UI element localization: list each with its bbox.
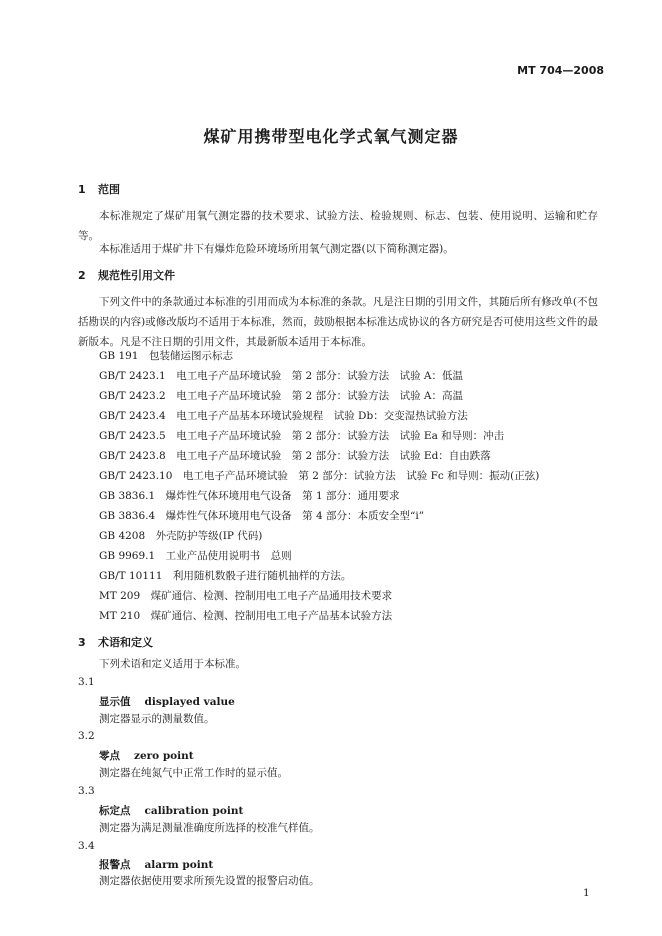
reference-item: GB 9969.1 工业产品使用说明书 总则 bbox=[99, 550, 292, 562]
reference-item: GB/T 2423.8 电工电子产品环境试验 第 2 部分：试验方法 试验 Ed：自由跌落 bbox=[99, 450, 491, 462]
section-title: 规范性引用文件 bbox=[98, 269, 175, 282]
term-en: calibration point bbox=[144, 805, 244, 817]
reference-item: GB/T 2423.4 电工电子产品基本环境试验规程 试验 Db：交变湿热试验方法 bbox=[99, 410, 468, 422]
paragraph: 本标准规定了煤矿用氧气测定器的技术要求、试验方法、检验规则、标志、包装、使用说明、运输和贮存等。 bbox=[78, 210, 598, 242]
term-number: 3.1 bbox=[78, 676, 95, 688]
term-en: displayed value bbox=[144, 696, 235, 708]
term-number: 3.3 bbox=[78, 785, 95, 797]
reference-item: MT 209 煤矿通信、检测、控制用电工电子产品通用技术要求 bbox=[99, 590, 393, 602]
section-1-heading bbox=[78, 181, 120, 197]
reference-item: MT 210 煤矿通信、检测、控制用电工电子产品基本试验方法 bbox=[99, 610, 393, 622]
reference-item: GB/T 2423.10 电工电子产品环境试验 第 2 部分：试验方法 试验 Fc 和导则：振动(正弦) bbox=[99, 470, 540, 482]
reference-item: GB 191 包装储运图示标志 bbox=[99, 350, 233, 362]
section-title: 范围 bbox=[98, 183, 120, 196]
term-zh: 显示值 bbox=[99, 696, 131, 708]
section-number: 2 bbox=[78, 269, 86, 282]
reference-item: GB/T 10111 利用随机数骰子进行随机抽样的方法。 bbox=[99, 570, 352, 582]
reference-item: GB/T 2423.1 电工电子产品环境试验 第 2 部分：试验方法 试验 A：低温 bbox=[99, 370, 463, 382]
page-number: 1 bbox=[583, 887, 590, 899]
standard-number: MT 704—2008 bbox=[517, 64, 604, 77]
paragraph: 本标准适用于煤矿井下有爆炸危险环境场所用氧气测定器(以下简称测定器)。 bbox=[99, 243, 454, 255]
section-number: 1 bbox=[78, 183, 86, 196]
term-zh: 报警点 bbox=[99, 859, 131, 871]
term-definition: 测定器显示的测量数值。 bbox=[99, 713, 215, 725]
reference-item: GB 4208 外壳防护等级(IP 代码) bbox=[99, 530, 263, 542]
term-zh: 标定点 bbox=[99, 805, 131, 817]
paragraph: 下列文件中的条款通过本标准的引用而成为本标准的条款。凡是注日期的引用文件，其随后所有修改单(不包括勘误的内容)或修改版均不适用于本标准，然而，鼓励根据本标准达成协议的各方研究是否可使用这些文件的最新版本。凡是不注日期的引用文件，其最新版本适用于本标准。 bbox=[78, 296, 598, 348]
document-title: 煤矿用携带型电化学式氧气测定器 bbox=[203, 127, 459, 146]
paragraph: 下列术语和定义适用于本标准。 bbox=[99, 658, 246, 670]
reference-item: GB/T 2423.2 电工电子产品环境试验 第 2 部分：试验方法 试验 A：高温 bbox=[99, 390, 463, 402]
reference-item: GB 3836.4 爆炸性气体环境用电气设备 第 4 部分：本质安全型“i” bbox=[99, 510, 425, 522]
term-number: 3.2 bbox=[78, 730, 95, 742]
section-3-heading bbox=[78, 634, 153, 650]
term-zh: 零点 bbox=[99, 750, 120, 762]
term-definition: 测定器为满足测量准确度所选择的校准气样值。 bbox=[99, 822, 320, 834]
term-en: zero point bbox=[134, 750, 194, 762]
term-en: alarm point bbox=[144, 859, 214, 871]
section-title: 术语和定义 bbox=[98, 636, 153, 649]
section-number: 3 bbox=[78, 636, 86, 649]
reference-item: GB 3836.1 爆炸性气体环境用电气设备 第 1 部分：通用要求 bbox=[99, 490, 400, 502]
section-2-heading bbox=[78, 267, 175, 283]
term-definition: 测定器在纯氮气中正常工作时的显示值。 bbox=[99, 767, 288, 779]
term-number: 3.4 bbox=[78, 840, 95, 852]
term-definition: 测定器依据使用要求所预先设置的报警启动值。 bbox=[99, 875, 320, 887]
reference-item: GB/T 2423.5 电工电子产品环境试验 第 2 部分：试验方法 试验 Ea 和导则：冲击 bbox=[99, 430, 505, 442]
